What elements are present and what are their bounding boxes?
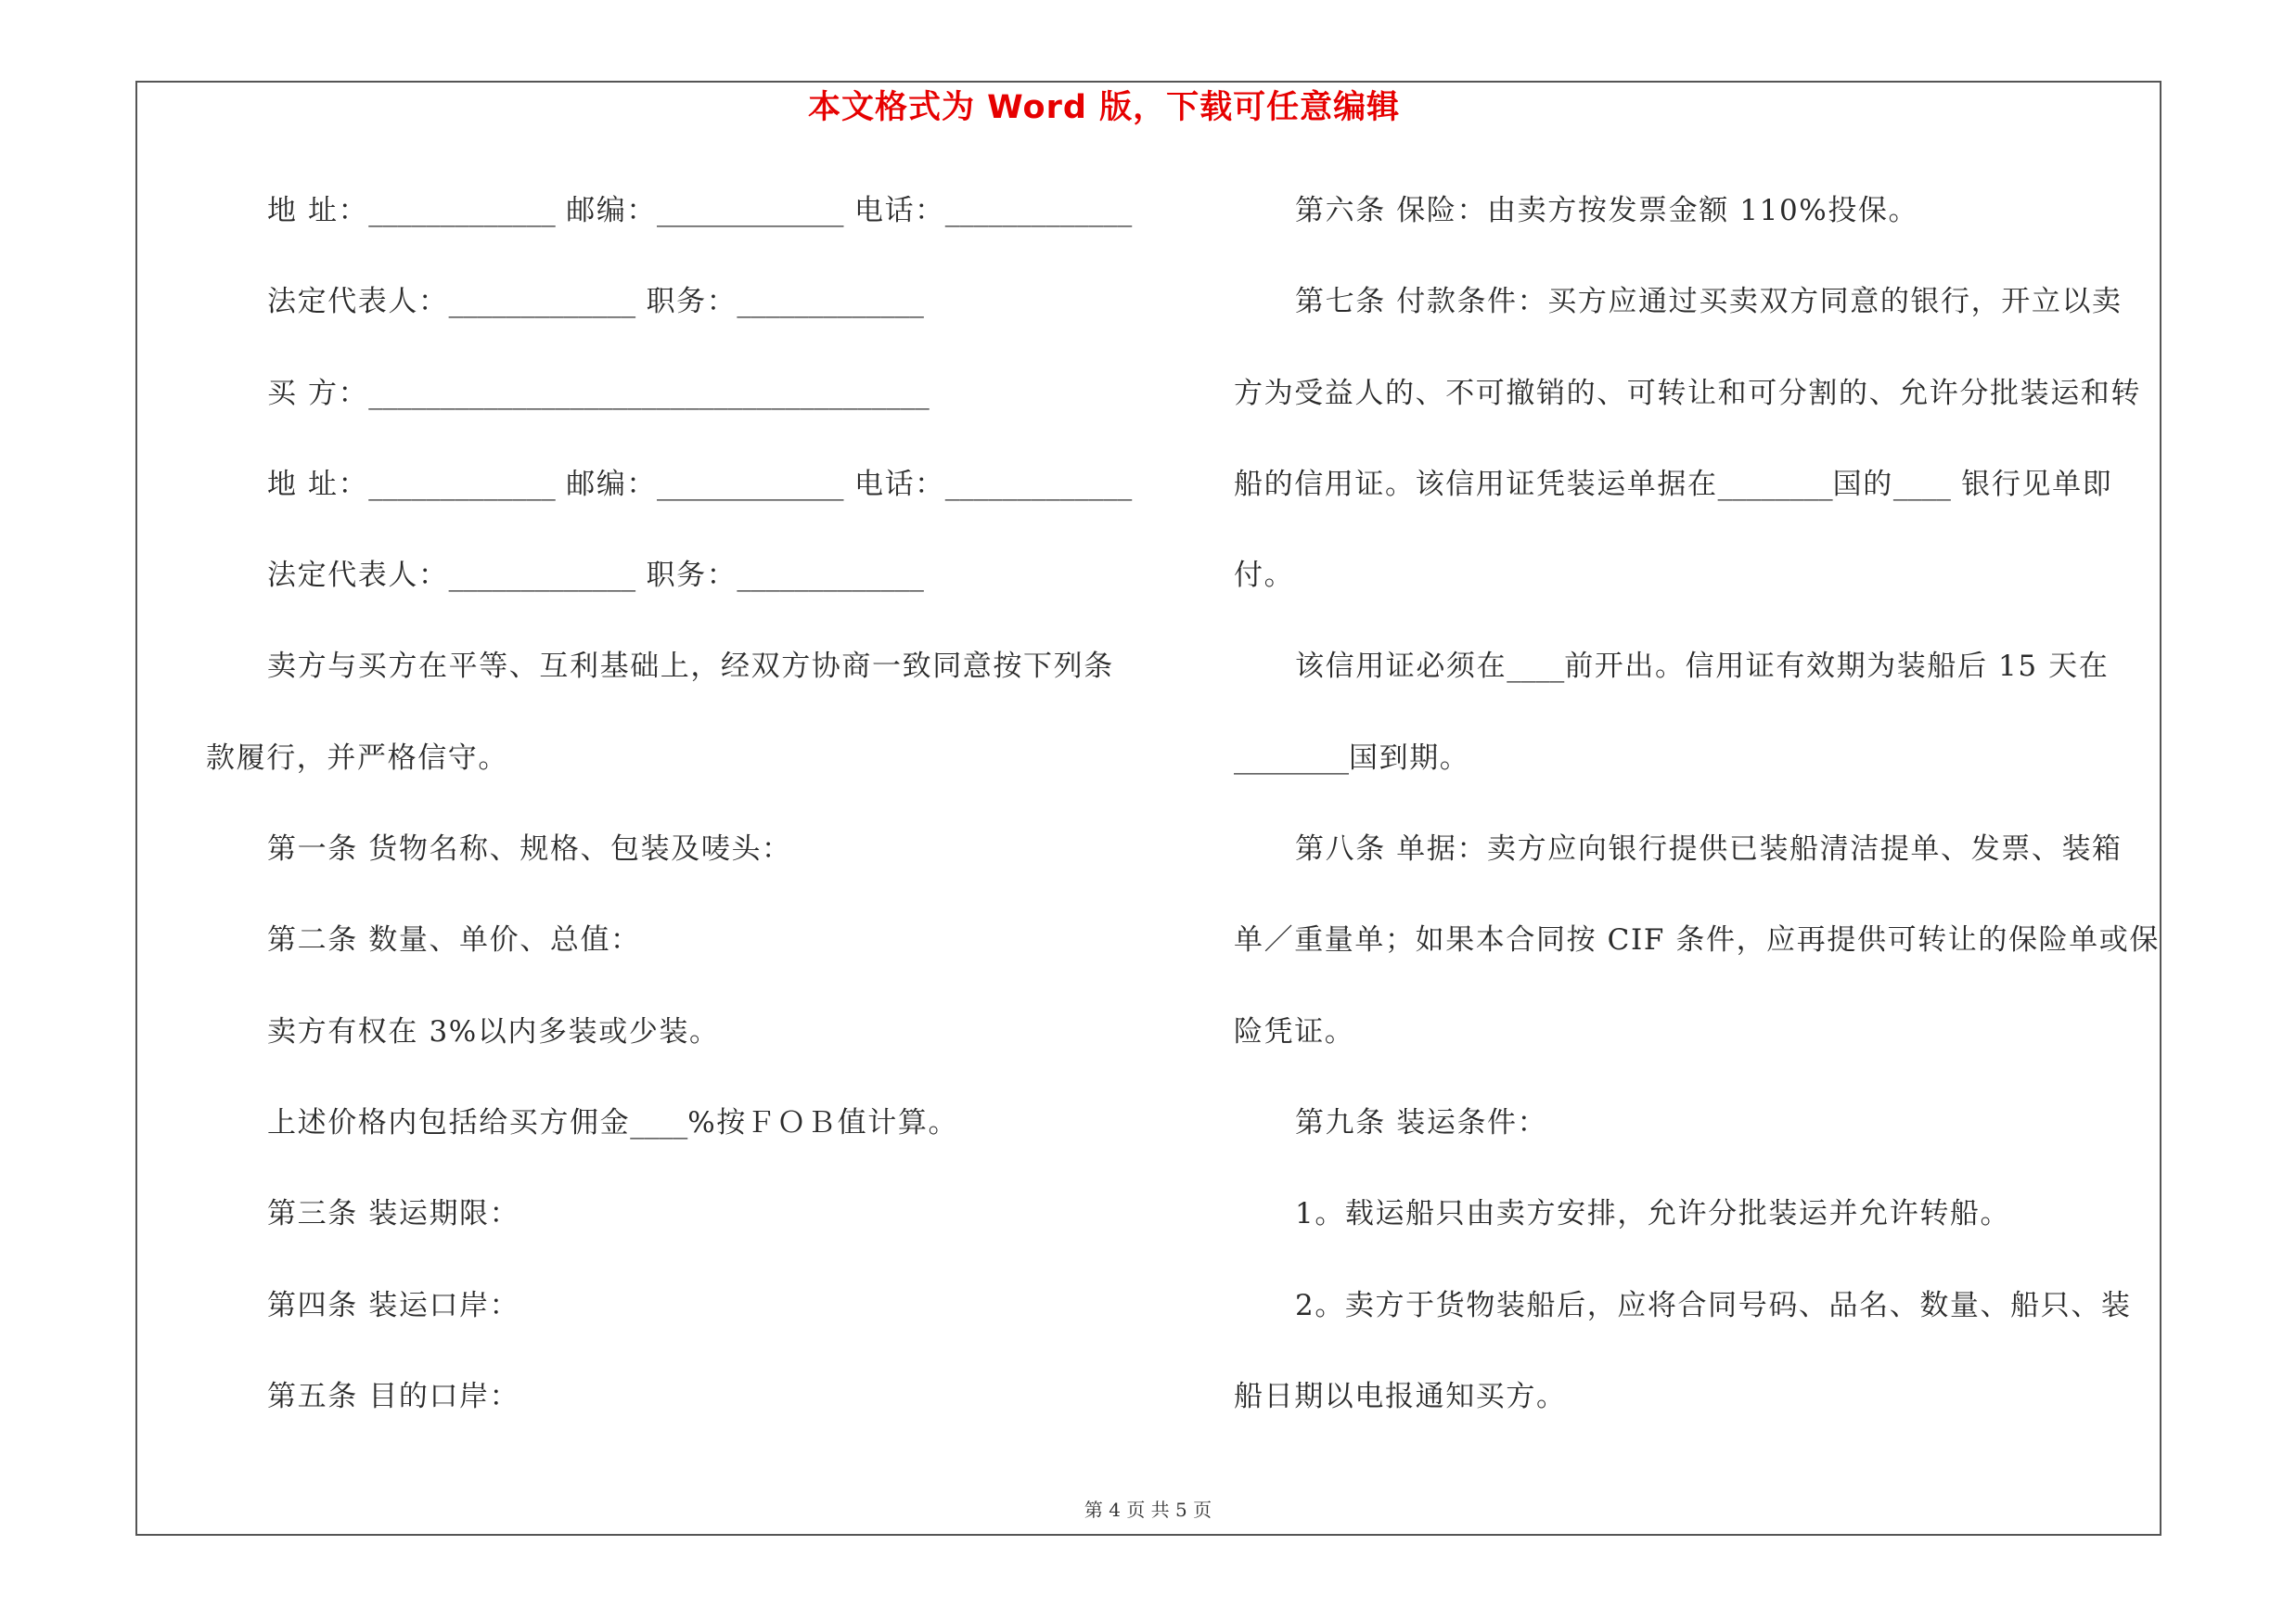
fill-in-blank: _____________ xyxy=(737,285,924,319)
article-2-quantity-price: 第二条 数量、单价、总值： xyxy=(267,923,641,958)
fill-in-blank: _____________ xyxy=(368,467,556,501)
article-6-insurance: 第六条 保险：由卖方按发票金额 110%投保。 xyxy=(1295,194,1919,227)
format-notice: 本文格式为 Word 版，下载可任意编辑 xyxy=(808,89,1401,126)
preamble-line-2: 款履行，并严格信守。 xyxy=(206,741,508,775)
seller-legal-rep-line: 法定代表人：_____________ 职务：_____________ xyxy=(267,285,924,319)
lc-validity-line-1: 该信用证必须在____前开出。信用证有效期为装船后 15 天在 xyxy=(1295,650,2110,684)
left-column xyxy=(206,165,1134,1442)
fill-in-blank: ____ xyxy=(630,1105,688,1140)
article-8-documents-line-3: 险凭证。 xyxy=(1234,1014,1355,1049)
fill-in-blank: _____________ xyxy=(944,467,1133,501)
fill-in-blank: _______________________________________ xyxy=(368,376,930,410)
shipment-term-1: 1。载运船只由卖方安排，允许分批装运并允许转船。 xyxy=(1295,1197,2011,1231)
fill-in-blank: _____________ xyxy=(448,285,636,319)
page-indicator: 第 4 页 共 5 页 xyxy=(1084,1499,1212,1521)
fill-in-blank: _____________ xyxy=(657,194,844,227)
article-4-port-of-loading: 第四条 装运口岸： xyxy=(267,1288,520,1322)
buyer-legal-rep-line: 法定代表人：_____________ 职务：_____________ xyxy=(267,559,924,593)
fill-in-blank: ________ xyxy=(1717,467,1833,501)
fill-in-blank: ____ xyxy=(1892,467,1951,501)
fill-in-blank: ________ xyxy=(1234,741,1349,775)
article-7-payment-line-2: 方为受益人的、不可撤销的、可转让和可分割的、允许分批装运和转 xyxy=(1234,376,2141,410)
commission-clause: 上述价格内包括给买方佣金____%按ＦＯＢ值计算。 xyxy=(267,1105,959,1140)
article-9-shipment-terms: 第九条 装运条件： xyxy=(1295,1105,1548,1140)
fill-in-blank: _____________ xyxy=(657,467,844,501)
fill-in-blank: _____________ xyxy=(944,194,1133,227)
buyer-name-line: 买 方：_______________________________________ xyxy=(267,376,930,410)
right-column xyxy=(1234,165,2160,1442)
lc-validity-line-2: ________国到期。 xyxy=(1234,741,1470,775)
article-5-port-of-destination: 第五条 目的口岸： xyxy=(267,1379,520,1413)
article-7-payment-line-1: 第七条 付款条件：买方应通过买卖双方同意的银行，开立以卖 xyxy=(1295,285,2123,319)
fill-in-blank: _____________ xyxy=(368,194,556,227)
seller-address-line: 地 址：_____________ 邮编：_____________ 电话：_____________ xyxy=(267,194,1133,227)
article-7-payment-line-3: 船的信用证。该信用证凭装运单据在________国的____ 银行见单即 xyxy=(1234,467,2113,501)
article-7-payment-line-4: 付。 xyxy=(1234,559,1295,593)
shipment-term-2-line-2: 船日期以电报通知买方。 xyxy=(1234,1379,1567,1413)
fill-in-blank: _____________ xyxy=(448,559,636,593)
article-1-goods-description: 第一条 货物名称、规格、包装及唛头： xyxy=(267,832,792,867)
preamble-line-1: 卖方与买方在平等、互利基础上，经双方协商一致同意按下列条 xyxy=(267,650,1114,684)
article-8-documents-line-2: 单／重量单；如果本合同按 CIF 条件，应再提供可转让的保险单或保 xyxy=(1234,923,2160,958)
shipment-term-2-line-1: 2。卖方于货物装船后，应将合同号码、品名、数量、船只、装 xyxy=(1295,1288,2132,1322)
article-3-shipment-time: 第三条 装运期限： xyxy=(267,1197,520,1231)
more-or-less-clause: 卖方有权在 3%以内多装或少装。 xyxy=(267,1014,720,1049)
fill-in-blank: ____ xyxy=(1507,650,1565,684)
fill-in-blank: _____________ xyxy=(737,559,924,593)
buyer-address-line: 地 址：_____________ 邮编：_____________ 电话：_____________ xyxy=(267,467,1133,501)
article-8-documents-line-1: 第八条 单据：卖方应向银行提供已装船清洁提单、发票、装箱 xyxy=(1295,832,2123,867)
